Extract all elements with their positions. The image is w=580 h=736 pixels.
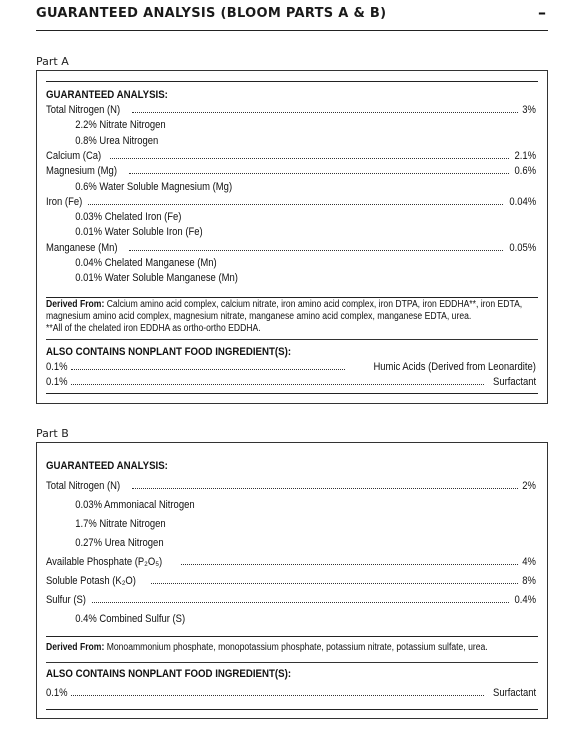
divider xyxy=(46,339,538,340)
part-b-label: Part B xyxy=(36,427,69,440)
nutrient-sub-row: 0.04% Chelated Manganese (Mn) xyxy=(75,257,217,269)
ingredient-percent: 0.1% xyxy=(46,687,68,699)
part-a-label-panel xyxy=(36,70,548,404)
nutrient-name: Manganese (Mn) xyxy=(46,241,118,254)
nonplant-ingredients-title: ALSO CONTAINS NONPLANT FOOD INGREDIENT(S): xyxy=(46,668,292,680)
nutrient-sub-row: 1.7% Nitrate Nitrogen xyxy=(75,518,166,530)
ingredient-percent: 0.1% xyxy=(46,376,68,388)
divider xyxy=(46,393,538,394)
dot-leader xyxy=(71,368,345,370)
ingredient-percent: 0.1% xyxy=(46,361,68,373)
nutrient-value: 0.4% xyxy=(514,594,536,606)
nutrient-name: Calcium (Ca) xyxy=(46,149,102,162)
derived-from-label: Derived From: xyxy=(46,299,105,310)
nutrient-value: 0.05% xyxy=(509,241,536,254)
nutrient-row xyxy=(46,575,536,587)
divider xyxy=(46,297,538,298)
nutrient-sub-row: 0.01% Water Soluble Manganese (Mn) xyxy=(75,272,238,285)
part-a-label: Part A xyxy=(36,55,69,68)
nutrient-value: 0.04% xyxy=(509,195,536,208)
dot-leader xyxy=(129,172,509,174)
dot-leader xyxy=(88,203,503,205)
nutrient-row xyxy=(46,242,536,254)
nutrient-row xyxy=(46,196,536,208)
part-b-label-panel xyxy=(36,442,548,719)
derived-from-text xyxy=(46,299,535,335)
nutrient-row xyxy=(46,594,536,606)
guaranteed-analysis-title: GUARANTEED ANALYSIS: xyxy=(46,460,168,472)
divider xyxy=(46,81,538,82)
accordion-header[interactable] xyxy=(36,0,548,31)
nutrient-sub-row: 0.6% Water Soluble Magnesium (Mg) xyxy=(75,180,233,193)
dot-leader xyxy=(132,111,518,113)
ingredient-name: Humic Acids (Derived from Leonardite) xyxy=(373,361,536,373)
nutrient-name: Total Nitrogen (N) xyxy=(46,104,121,116)
nutrient-sub-row: 2.2% Nitrate Nitrogen xyxy=(75,119,166,132)
accordion-title: GUARANTEED ANALYSIS (BLOOM PARTS A & B) xyxy=(36,6,387,21)
nutrient-value: 2.1% xyxy=(514,149,536,162)
nutrient-sub-row: 0.27% Urea Nitrogen xyxy=(75,537,164,549)
dot-leader xyxy=(181,563,518,565)
nutrient-name: Total Nitrogen (N) xyxy=(46,480,121,492)
nutrient-sub-row: 0.01% Water Soluble Iron (Fe) xyxy=(75,226,203,239)
nutrient-value: 8% xyxy=(522,575,536,587)
divider xyxy=(46,709,538,710)
nutrient-sub-row: 0.03% Ammoniacal Nitrogen xyxy=(75,499,195,511)
nonplant-ingredient-row xyxy=(46,687,536,699)
dot-leader xyxy=(132,487,518,489)
dot-leader xyxy=(110,157,509,159)
dot-leader xyxy=(151,582,519,584)
ingredient-name: Surfactant xyxy=(492,687,536,699)
nonplant-ingredient-row xyxy=(46,376,536,388)
dot-leader xyxy=(71,694,484,696)
dot-leader xyxy=(92,601,508,603)
derived-from-ingredients: Calcium amino acid complex, calcium nitrate, iron amino acid complex, iron DTPA, iron EDDHA**, iron EDTA, magnesium amino acid complex, magnesium nitrate, manganese amino acid complex, manganese EDTA, urea. xyxy=(46,299,523,322)
nutrient-name: Soluble Potash (K₂O) xyxy=(46,575,136,587)
nonplant-ingredient-row xyxy=(46,361,536,373)
nutrient-sub-row: 0.03% Chelated Iron (Fe) xyxy=(75,211,182,224)
dot-leader xyxy=(71,383,484,385)
derived-footnote: **All of the chelated iron EDDHA as ortho-ortho EDDHA. xyxy=(46,323,261,334)
guaranteed-analysis-title: GUARANTEED ANALYSIS: xyxy=(46,89,168,101)
nutrient-sub-row: 0.8% Urea Nitrogen xyxy=(75,134,159,147)
nutrient-row xyxy=(46,480,536,492)
nutrient-name: Iron (Fe) xyxy=(46,195,83,208)
nutrient-name: Sulfur (S) xyxy=(46,594,86,606)
nutrient-value: 0.6% xyxy=(514,165,536,178)
derived-from-ingredients: Monoammonium phosphate, monopotassium phosphate, potassium nitrate, potassium sulfate, urea. xyxy=(106,642,488,653)
nutrient-row xyxy=(46,556,536,568)
dot-leader xyxy=(129,249,503,251)
nutrient-row xyxy=(46,104,536,116)
ingredient-name: Surfactant xyxy=(492,376,536,388)
nutrient-value: 4% xyxy=(522,556,536,568)
nutrient-value: 2% xyxy=(522,480,536,492)
nutrient-row xyxy=(46,150,536,162)
collapse-icon[interactable]: – xyxy=(538,3,546,22)
nutrient-value: 3% xyxy=(522,104,536,116)
nonplant-ingredients-title: ALSO CONTAINS NONPLANT FOOD INGREDIENT(S): xyxy=(46,346,292,358)
divider xyxy=(46,662,538,663)
nutrient-row xyxy=(46,165,536,177)
divider xyxy=(46,636,538,637)
nutrient-name: Magnesium (Mg) xyxy=(46,165,117,178)
nutrient-name: Available Phosphate (P₂O₅) xyxy=(46,556,163,568)
derived-from-label: Derived From: xyxy=(46,642,105,653)
derived-from-text xyxy=(46,642,535,654)
nutrient-sub-row: 0.4% Combined Sulfur (S) xyxy=(75,613,186,625)
